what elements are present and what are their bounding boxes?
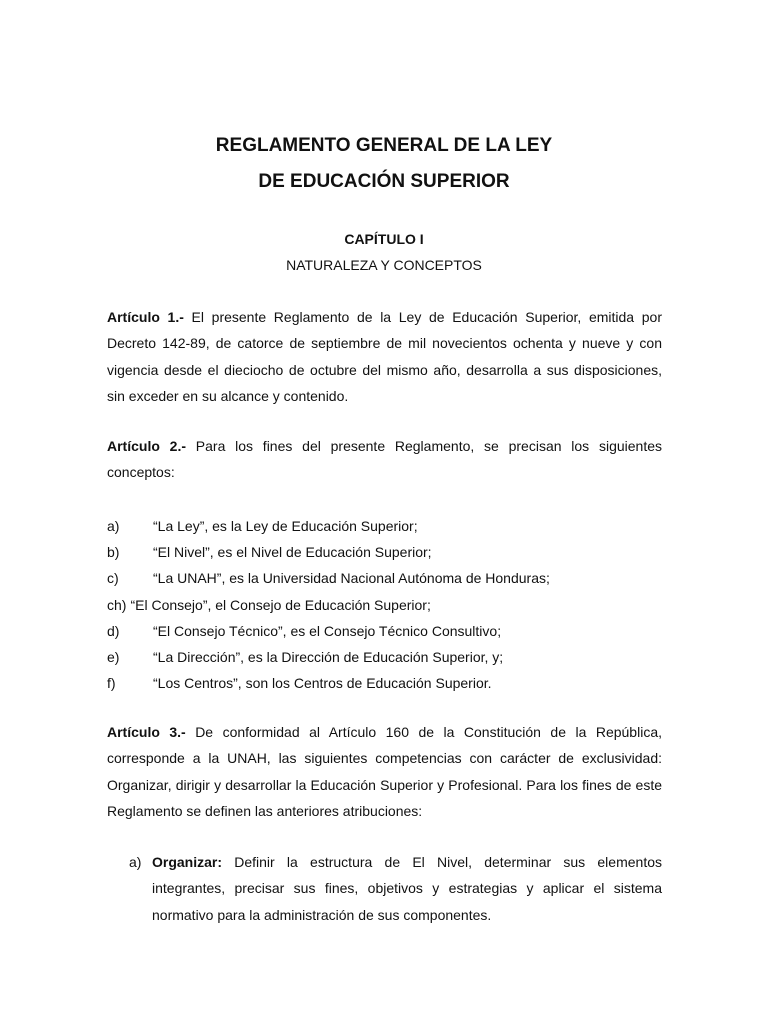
list-item-marker: a) <box>107 518 120 534</box>
list-item <box>107 513 662 539</box>
chapter-subheading: NATURALEZA Y CONCEPTOS <box>286 257 482 273</box>
list-item <box>107 539 662 565</box>
list-item-marker: a) <box>129 854 142 870</box>
article-2-label: Artículo 2.- <box>107 438 187 454</box>
article-1-label: Artículo 1.- <box>107 309 184 325</box>
list-item-marker: e) <box>107 649 120 666</box>
document-title-line-1: REGLAMENTO GENERAL DE LA LEY <box>215 135 553 156</box>
list-item-marker: c) <box>107 570 119 587</box>
list-item-marker: ch) <box>107 596 127 613</box>
list-item-text: “El Nivel”, es el Nivel de Educación Superior; <box>153 544 432 561</box>
list-item-text: “El Consejo”, el Consejo de Educación Superior; <box>130 596 431 613</box>
list-item <box>107 644 662 670</box>
article-3-label: Artículo 3.- <box>107 724 186 740</box>
list-item-text: “La Ley”, es la Ley de Educación Superior; <box>153 518 418 534</box>
list-item-marker: f) <box>107 675 116 692</box>
list-item <box>129 849 662 928</box>
article-3 <box>107 719 662 824</box>
article-1 <box>107 304 662 409</box>
list-item-text: “El Consejo Técnico”, es el Consejo Técnico Consultivo; <box>153 622 502 639</box>
list-item-marker: d) <box>107 622 120 639</box>
list-item-text: Definir la estructura de El Nivel, determinar sus elementos integrantes, precisar sus fines, objetivos y estrategias y aplicar el sistema normativo para la administración de sus componentes. <box>152 854 662 923</box>
list-item-marker: b) <box>107 544 120 561</box>
list-item <box>107 592 662 618</box>
list-item <box>107 670 662 696</box>
list-item-body <box>152 849 662 928</box>
chapter-heading: CAPÍTULO I <box>344 231 424 247</box>
list-item <box>107 618 662 644</box>
list-item-label: Organizar: <box>152 854 223 870</box>
list-item <box>107 565 662 591</box>
document-title-line-2: DE EDUCACIÓN SUPERIOR <box>258 171 510 192</box>
article-3-attributions-list <box>129 849 662 928</box>
article-2-text: Para los fines del presente Reglamento, se precisan los siguientes conceptos: <box>107 438 663 481</box>
list-item-text: “Los Centros”, son los Centros de Educación Superior. <box>153 675 492 692</box>
list-item-text: “La UNAH”, es la Universidad Nacional Autónoma de Honduras; <box>153 570 550 587</box>
article-3-text: De conformidad al Artículo 160 de la Constitución de la República, corresponde a la UNAH, las siguientes competencias con carácter de exclusividad: Organizar, dirigir y desarrollar la Educación Superior y Profesional. Para los fines de este Reglamento se definen las anteriores atribuciones: <box>107 724 662 819</box>
article-1-text: El presente Reglamento de la Ley de Educación Superior, emitida por Decreto 142-89, de catorce de septiembre de mil novecientos ochenta y nueve y con vigencia desde el dieciocho de octubre del mismo año, desarrolla a sus disposiciones, sin exceder en su alcance y contenido. <box>107 309 662 404</box>
article-2 <box>107 433 662 486</box>
list-item-text: “La Dirección”, es la Dirección de Educación Superior, y; <box>153 649 504 666</box>
article-2-concepts-list <box>107 513 662 696</box>
